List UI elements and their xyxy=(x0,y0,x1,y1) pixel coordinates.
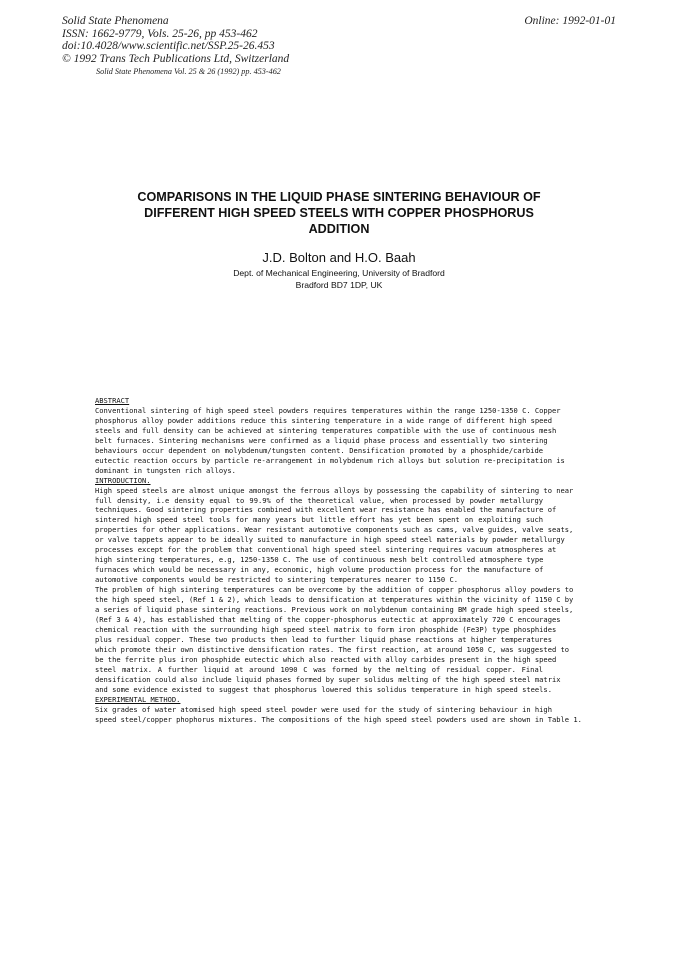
text-line: The problem of high sintering temperatures can be overcome by the addition of copper phosphorus alloy powders to xyxy=(95,585,574,595)
text-line: belt furnaces. Sintering mechanisms were confirmed as a liquid phase process and essentially two sintering xyxy=(95,435,548,445)
text-line: sintered high speed steel tools for many years but little effort has yet been spent on exploiting such xyxy=(95,515,543,525)
text-line: properties for other applications. Wear resistant automotive components such as cams, valve guides, valve seats, xyxy=(95,525,574,535)
text-line: and some evidence existed to suggest that phosphorus lowered this solidus temperature in high speed steels. xyxy=(95,684,552,694)
paper-title xyxy=(90,189,588,237)
text-line: high sintering temperatures, e.g, 1250-1350 C. The use of continuous mesh belt controlled atmosphere type xyxy=(95,555,544,565)
text-line: steel matrix. A further liquid at around 1090 C was formed by the melting of residual copper. Final xyxy=(95,664,543,674)
text-line: Conventional sintering of high speed steel powders requires temperatures within the range 1250-1350 C. Copper xyxy=(95,405,561,415)
text-line: Six grades of water atomised high speed steel powder were used for the study of sintering behaviour in high xyxy=(95,704,552,714)
paper-body xyxy=(95,396,582,724)
text-line: chemical reaction with the surrounding high speed steel matrix to form iron phosphide (Fe3P) type phosphides xyxy=(95,624,557,634)
journal-name: Solid State Phenomena xyxy=(62,15,169,27)
authors: J.D. Bolton and H.O. Baah xyxy=(262,250,416,265)
text-line: phosphorus alloy powder additions reduce this sintering temperature in a wide range of different high speed xyxy=(95,415,552,425)
text-line: the high speed steel, (Ref 1 & 2), which leads to densification at temperatures within the vicinity of 1150 C by xyxy=(95,595,574,605)
text-line: High speed steels are almost unique amongst the ferrous alloys by possessing the capability of sintering to near xyxy=(95,485,574,495)
text-line: furnaces which would be necessary in any, economic, high volume production process for the manufacture of xyxy=(95,565,544,575)
doi-line: doi:10.4028/www.scientific.net/SSP.25-26.453 xyxy=(62,40,275,53)
text-line: which promote their own distinctive densification rates. The first reaction, at around 1050 C, was suggested to xyxy=(95,644,570,654)
text-line: densification could also include liquid phases formed by super solidus melting of the high speed steel matrix xyxy=(95,674,561,684)
text-line: speed steel/copper phophorus mixtures. The compositions of the high speed steel powders used are shown in Table 1. xyxy=(95,714,582,724)
affiliation-line: Dept. of Mechanical Engineering, University of Bradford xyxy=(233,268,445,278)
affiliation-line: Bradford BD7 1DP, UK xyxy=(295,279,383,290)
section-heading: INTRODUCTION. xyxy=(95,475,151,485)
text-line: (Ref 3 & 4), has established that melting of the copper-phosphorus eutectic at approximately 720 C encourages xyxy=(95,614,561,624)
title-line: DIFFERENT HIGH SPEED STEELS WITH COPPER PHOSPHORUS xyxy=(144,206,534,220)
copyright-line: © 1992 Trans Tech Publications Ltd, Switzerland xyxy=(62,52,290,65)
affiliation xyxy=(0,268,678,291)
text-line: dominant in tungsten rich alloys. xyxy=(95,465,236,475)
title-line: COMPARISONS IN THE LIQUID PHASE SINTERING BEHAVIOUR OF xyxy=(137,190,541,204)
issn-line: ISSN: 1662-9779, Vols. 25-26, pp 453-462 xyxy=(62,27,258,40)
article-metadata xyxy=(62,15,289,65)
text-line: steels and full density can be achieved at sintering temperatures compatible with the use of continuous mesh xyxy=(95,425,557,435)
text-line: eutectic reaction occurs by particle re-arrangement in molybdenum rich alloys but solution re-precipitation is xyxy=(95,455,565,465)
text-line: or valve tappets appear to be ideally suited to manufacture in high speed steel materials by powder metallurgy xyxy=(95,535,565,545)
text-line: a series of liquid phase sintering reactions. Previous work on molybdenum containing BM grade high speed steels, xyxy=(95,605,574,615)
title-line: ADDITION xyxy=(308,222,370,236)
text-line: behaviours occur dependent on molybdenum/tungsten content. Densification promoted by a phosphide/carbide xyxy=(95,445,543,455)
text-line: full density, i.e density equal to 99.9% of the theoretical value, when processed by powder metallurgy xyxy=(95,495,543,505)
online-date: Online: 1992-01-01 xyxy=(524,15,616,27)
text-line: techniques. Good sintering properties combined with excellent wear resistance has enabled the manufacture of xyxy=(95,505,557,515)
text-line: processes except for the problem that conventional high speed steel sintering requires vacuum atmospheres at xyxy=(95,545,557,555)
text-line: plus residual copper. These two products then lead to further liquid phase reactions at higher temperatures xyxy=(95,634,552,644)
journal-reference: Solid State Phenomena Vol. 25 & 26 (1992) pp. 453-462 xyxy=(96,67,281,76)
text-line: automotive components would be restricted to sintering temperatures nearer to 1150 C. xyxy=(95,575,459,585)
text-line: be the ferrite plus iron phosphide eutectic which also reacted with alloy carbides present in the high speed xyxy=(95,654,557,664)
section-heading: ABSTRACT xyxy=(95,396,130,405)
section-heading: EXPERIMENTAL METHOD. xyxy=(95,694,181,704)
